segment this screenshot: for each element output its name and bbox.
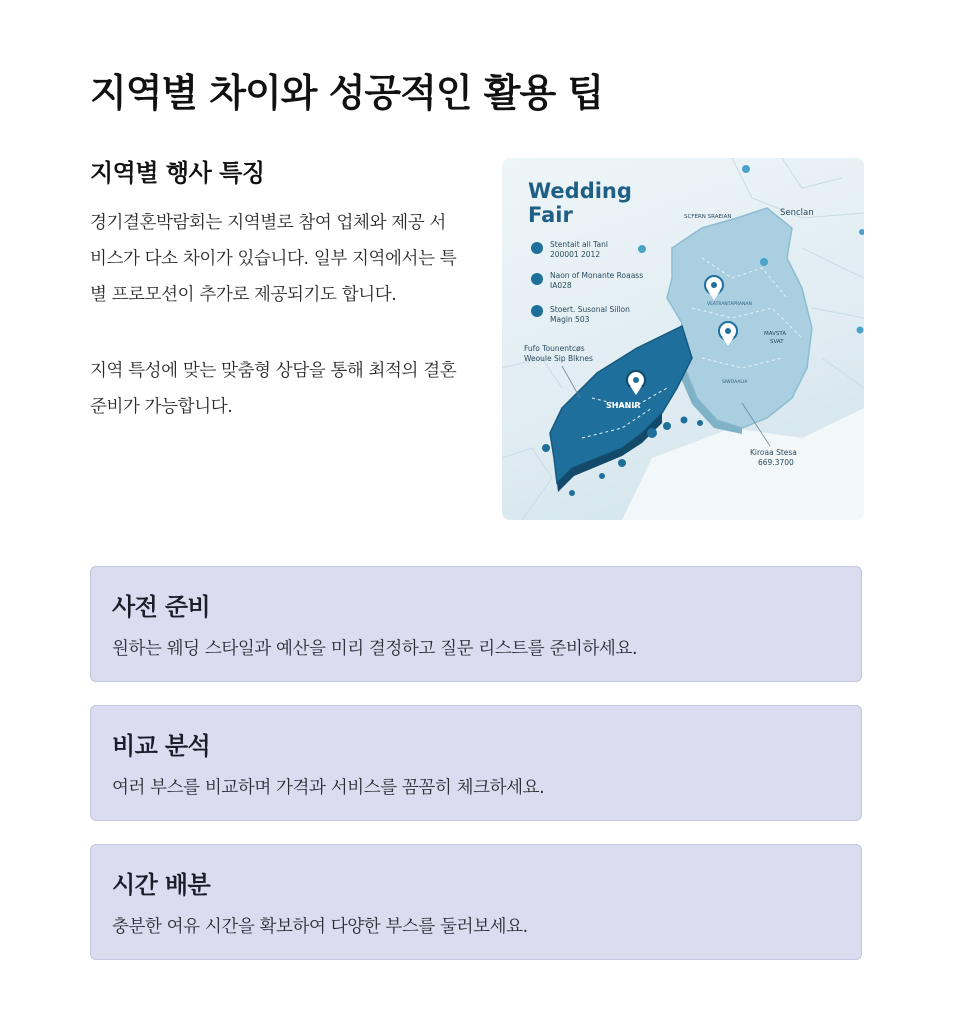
- regional-paragraph-1: 경기결혼박람회는 지역별로 참여 업체와 제공 서비스가 다소 차이가 있습니다. 일부 지역에서는 특별 프로모션이 추가로 제공되기도 합니다.: [90, 213, 457, 305]
- tip-description: 원하는 웨딩 스타일과 예산을 미리 결정하고 질문 리스트를 준비하세요.: [112, 639, 638, 659]
- map-heading-line1: Wedding: [528, 179, 632, 203]
- tip-description: 충분한 여유 시간을 확보하여 다양한 부스를 둘러보세요.: [112, 917, 528, 937]
- page-title: 지역별 차이와 성공적인 활용 팁: [90, 71, 604, 115]
- legend-marker-1: [531, 242, 543, 254]
- callout-bottom-line2: 669.3700: [758, 458, 794, 467]
- small-label-low: SIWOAALIA: [722, 380, 748, 385]
- legend-item-1-line2: 200001 2012: [550, 250, 601, 259]
- small-label-right1: MAVSTA: [764, 331, 787, 337]
- map-heading-line2: Fair: [528, 203, 573, 227]
- tip-card-preparation: [90, 566, 862, 682]
- callout-bottom-line1: Kiroaa Stesa: [750, 448, 797, 457]
- small-label-right2: SVAT: [770, 339, 784, 345]
- callout-left-leader: [562, 366, 580, 398]
- map-illustration: [502, 158, 864, 520]
- tip-card-time-allocation: [90, 844, 862, 960]
- legend-item-2-line2: IA028: [550, 281, 572, 290]
- legend-marker-3: [531, 305, 543, 317]
- small-label-top: SCFERN SRAEIAN: [684, 214, 732, 220]
- tip-title: 시간 배분: [112, 871, 211, 899]
- tip-title: 사전 준비: [112, 593, 211, 621]
- tip-description: 여러 부스를 비교하며 가격과 서비스를 꼼꼼히 체크하세요.: [112, 778, 545, 798]
- tip-card-comparison: [90, 705, 862, 821]
- callout-left-line2: Weoule Sip Blknes: [524, 354, 593, 363]
- regional-paragraph-2: 지역 특성에 맞는 맞춤형 상담을 통해 최적의 결혼 준비가 가능합니다.: [90, 361, 457, 417]
- small-label-mid: VEATRANTAPRANAN: [707, 302, 752, 307]
- legend-marker-2: [531, 273, 543, 285]
- legend-item-3-line1: Stoert. Susonal Sillon: [550, 305, 630, 314]
- section-title-regional: 지역별 행사 특징: [90, 159, 265, 187]
- callout-left-line1: Fufo Tounentcøs: [524, 344, 585, 353]
- legend-item-2-line1: Naon of Monante Roaass: [550, 271, 644, 280]
- korea-wedding-fair-map-image: [502, 158, 864, 520]
- corner-label: Senclan: [780, 208, 814, 218]
- legend-item-3-line2: Magin 503: [550, 315, 590, 324]
- region-label: SHANIR: [606, 401, 641, 410]
- tip-title: 비교 분석: [112, 732, 211, 760]
- legend-item-1-line1: Stentait all Tanl: [550, 240, 608, 249]
- map-legend: [531, 240, 643, 324]
